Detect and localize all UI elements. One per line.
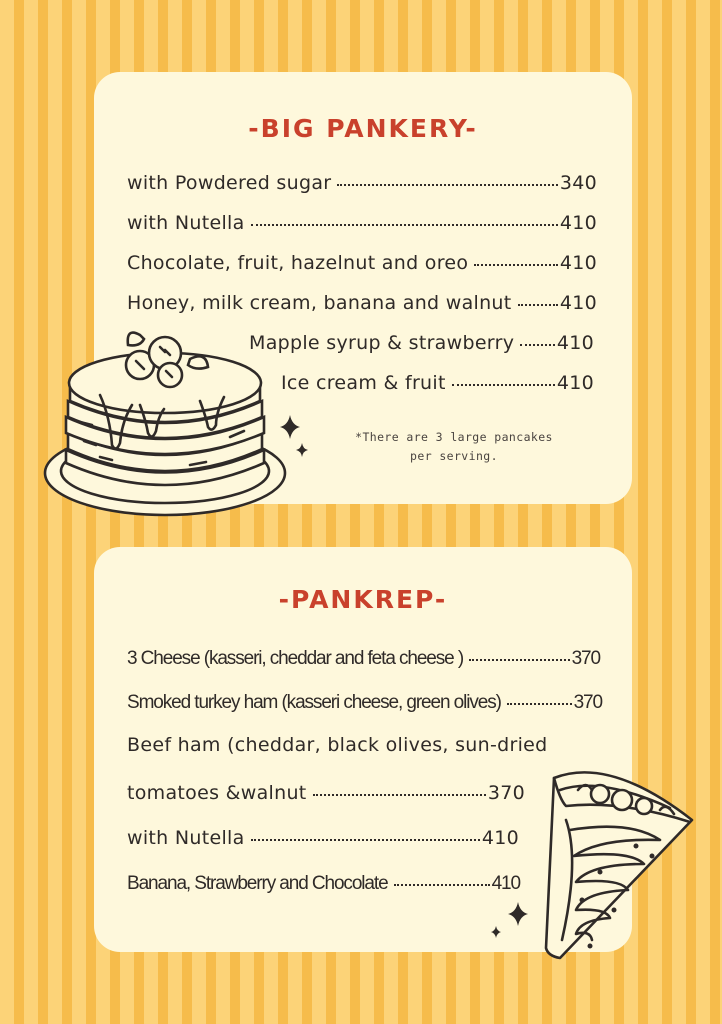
menu-item <box>127 823 519 849</box>
item-name: Ice cream & fruit <box>281 371 446 394</box>
menu-item <box>281 368 594 394</box>
menu-item <box>249 328 594 354</box>
sparkle-icon <box>280 413 310 459</box>
menu-item <box>127 288 597 314</box>
item-name: with Nutella <box>127 826 245 849</box>
item-price: 410 <box>559 251 597 274</box>
menu-item-line: Beef ham (cheddar, black olives, sun-dried <box>127 734 548 756</box>
item-name: 3 Cheese (kasseri, cheddar and feta cheese ) <box>127 647 464 669</box>
item-name: Honey, milk cream, banana and walnut <box>127 291 512 314</box>
menu-item <box>127 643 600 670</box>
item-name: with Powdered sugar <box>127 171 332 194</box>
item-name: Chocolate, fruit, hazelnut and oreo <box>127 251 469 274</box>
menu-item <box>127 687 602 714</box>
serving-note: *There are 3 large pancakes per serving. <box>355 430 553 463</box>
menu-item <box>127 208 597 234</box>
menu-item <box>127 248 597 274</box>
pancake-stack-icon <box>40 325 290 525</box>
item-price: 340 <box>559 171 597 194</box>
pankrep-title: -PANKREP- <box>278 585 448 614</box>
item-name: Mapple syrup & strawberry <box>249 331 515 354</box>
item-price: 410 <box>481 826 519 849</box>
item-name: tomatoes &walnut <box>127 781 307 804</box>
item-price: 370 <box>573 691 602 713</box>
sparkle-icon <box>488 900 528 940</box>
item-price: 370 <box>571 647 600 669</box>
item-price: 410 <box>556 371 594 394</box>
item-price: 410 <box>559 211 597 234</box>
item-price: 410 <box>559 291 597 314</box>
big-pankery-title: -BIG PANKERY- <box>248 114 478 143</box>
item-price: 410 <box>556 331 594 354</box>
item-price: 370 <box>487 781 525 804</box>
item-name: with Nutella <box>127 211 245 234</box>
menu-item <box>127 778 525 804</box>
menu-item <box>127 868 520 895</box>
item-name: Banana, Strawberry and Chocolate <box>127 872 388 894</box>
item-name: Smoked turkey ham (kasseri cheese, green olives) <box>127 691 501 713</box>
item-price: 410 <box>491 872 520 894</box>
crepe-icon <box>540 760 700 965</box>
menu-item <box>127 168 597 194</box>
